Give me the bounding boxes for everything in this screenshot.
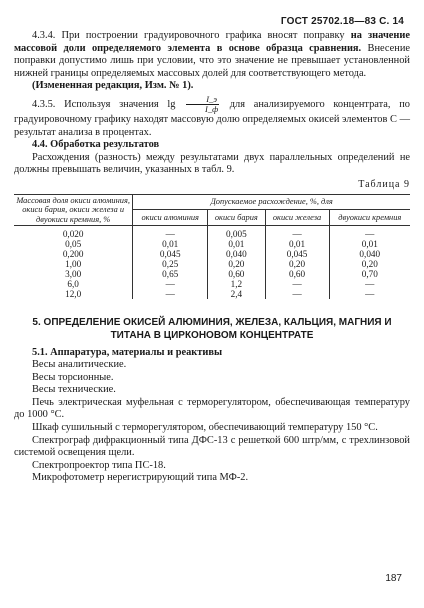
table-cell: 0,040 xyxy=(208,249,265,259)
paragraph-4-3-4 xyxy=(14,30,410,80)
table-cell: 0,020 xyxy=(14,226,133,240)
table-cell: 0,01 xyxy=(361,238,378,249)
equipment-item: Спектрограф дифракционный типа ДФС-13 с решеткой 600 штр/мм, с трехлинзовой системой освещения щели. xyxy=(14,434,410,459)
fraction-denominator: I_ф xyxy=(205,103,219,114)
table-row xyxy=(14,289,410,299)
table-row xyxy=(14,249,410,259)
table-header-alumina: окиси алюминия xyxy=(133,210,208,226)
table-cell: 1,2 xyxy=(208,279,265,289)
tolerance-table xyxy=(14,194,410,300)
table-cell: 0,045 xyxy=(133,249,208,259)
equipment-item: Печь электрическая муфельная с терморегулятором, обеспечивающая температуру до 1000 °С. xyxy=(14,396,410,421)
table-row xyxy=(14,269,410,279)
table-header-mass-fraction: Массовая доля окиси алюминия, окиси бария, окиси железа и двуокиси кремния, % xyxy=(14,194,133,226)
section-5-title: 5. ОПРЕДЕЛЕНИЕ ОКИСЕЙ АЛЮМИНИЯ, ЖЕЛЕЗА, КАЛЬЦИЯ, МАГНИЯ И ТИТАНА В ЦИРКОНОВОМ КОНЦЕНТРАТЕ xyxy=(32,317,392,341)
table-cell: — xyxy=(365,288,375,299)
section-5-1-title: 5.1. Аппаратура, материалы и реактивы xyxy=(32,346,223,358)
equipment-item: Весы технические. xyxy=(32,384,116,396)
table-cell: 0,60 xyxy=(265,269,329,279)
table-cell: 0,01 xyxy=(265,239,329,249)
table-row xyxy=(14,279,410,289)
equipment-item: Весы торсионные. xyxy=(32,371,114,383)
equipment-item: Весы аналитические. xyxy=(32,359,127,371)
equipment-item: Шкаф сушильный с терморегулятором, обеспечивающий температуру 150 °С. xyxy=(32,422,378,434)
running-header: ГОСТ 25702.18—83 С. 14 xyxy=(280,16,404,27)
table-row xyxy=(14,226,410,240)
para-434-text: 4.3.4. При построении градуировочного графика вносят поправку xyxy=(32,30,345,41)
table-cell: 0,200 xyxy=(14,249,133,259)
table-cell: 0,01 xyxy=(208,239,265,249)
table-header-group: Допускаемое расхождение, %, для xyxy=(133,194,410,210)
paragraph-4-3-5 xyxy=(14,95,410,139)
table-row xyxy=(14,239,410,249)
table-cell: 0,65 xyxy=(133,269,208,279)
table-cell: — xyxy=(133,226,208,240)
para-434-tail: Внесение поправки допустимо лишь при условии, что это значение не превышает установленной нижней границы определяемых массовых долей для соответствующего метода. xyxy=(14,42,410,79)
table-cell: — xyxy=(365,228,375,239)
table-cell: 0,20 xyxy=(208,259,265,269)
table-cell: 0,05 xyxy=(14,239,133,249)
table-caption: Таблица 9 xyxy=(358,178,410,190)
table-cell: 12,0 xyxy=(14,289,133,299)
table-cell: 0,60 xyxy=(208,269,265,279)
para-435-after: для анализируемого концентрата, по градуировочному графику находят массовую долю определяемых окисей элементов C — результат анализа в процентах. xyxy=(14,98,410,138)
table-cell: 6,0 xyxy=(14,279,133,289)
intensity-ratio-fraction xyxy=(186,95,219,114)
table-cell: — xyxy=(133,279,208,289)
table-cell: 0,045 xyxy=(265,249,329,259)
table-cell: 0,25 xyxy=(133,259,208,269)
table-header-barium: окиси бария xyxy=(208,210,265,226)
page-number: 187 xyxy=(385,573,402,584)
table-header-iron: окиси железа xyxy=(265,210,329,226)
table-cell: 3,00 xyxy=(14,269,133,279)
para-435-before: 4.3.5. Используя значения lg xyxy=(32,98,176,110)
table-cell: — xyxy=(265,279,329,289)
table-cell: 0,005 xyxy=(208,226,265,240)
table-cell: 0,70 xyxy=(361,268,378,279)
table-cell: — xyxy=(133,289,208,299)
table-cell: — xyxy=(365,278,375,289)
edit-note: (Измененная редакция, Изм. № 1). xyxy=(32,80,194,92)
fraction-numerator: I_э xyxy=(186,95,219,105)
table-cell: 1,00 xyxy=(14,259,133,269)
equipment-item: Микрофотометр нерегистрирующий типа МФ-2. xyxy=(32,472,249,484)
table-cell: 0,20 xyxy=(265,259,329,269)
table-cell: 0,040 xyxy=(359,248,381,259)
section-4-4-text: Расхождения (разность) между результатами двух параллельных определений не должны превышать величин, указанных в табл. 9. xyxy=(14,151,410,176)
table-header-silica: двуокиси кремния xyxy=(329,210,410,226)
table-cell: — xyxy=(265,289,329,299)
table-cell: 0,01 xyxy=(133,239,208,249)
page-body xyxy=(14,30,410,485)
table-cell: 0,20 xyxy=(361,258,378,269)
table-cell: — xyxy=(265,226,329,240)
equipment-item: Спектропроектор типа ПС-18. xyxy=(32,459,166,471)
section-4-4-title: 4.4. Обработка результатов xyxy=(32,139,160,151)
table-row xyxy=(14,259,410,269)
para-434-bold: на значение массовой доли определяемого элемента в основе образца сравнения. xyxy=(14,30,410,54)
table-cell: 2,4 xyxy=(208,289,265,299)
